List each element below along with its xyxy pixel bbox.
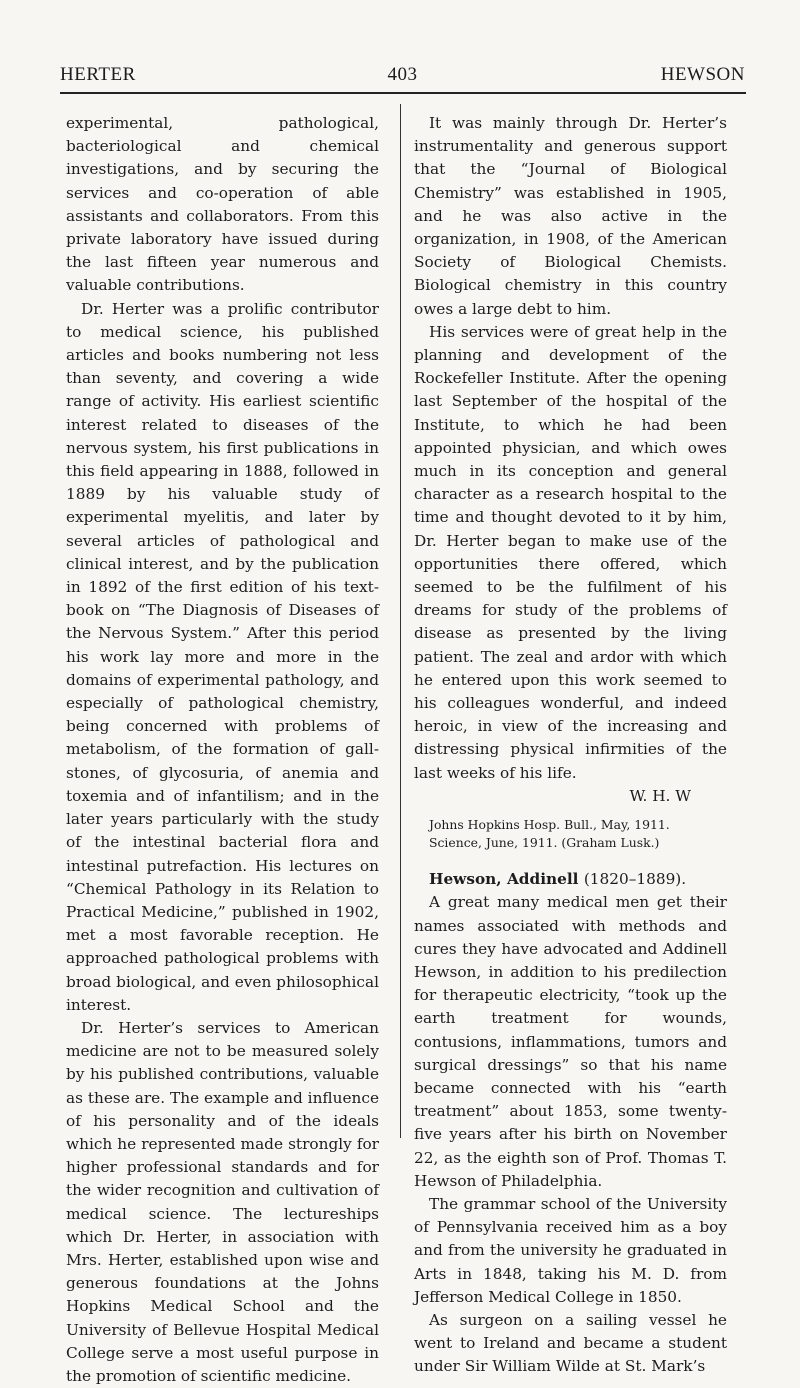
paragraph: It was mainly through Dr. Herter’s instrumentality and generous support that the “Journal of Biological Chemistry” was established in 1905, and he was also active in the organization, in 1908, of the American Society of Biological Chemists. Biological chemistry in this country owes a large debt to him. <box>414 114 727 318</box>
reference: Science, June, 1911. (Graham Lusk.) <box>429 835 660 851</box>
header-rule <box>60 92 746 94</box>
reference: Johns Hopkins Hosp. Bull., May, 1911. <box>429 817 670 833</box>
running-head-left: HERTER <box>60 64 136 85</box>
running-head-right: HEWSON <box>660 64 745 85</box>
paragraph: The grammar school of the University of Pennsylvania received him as a boy and from the university he graduated in Arts in 1848, taking his M. D. from Jefferson Medical College in 1850. <box>414 1194 727 1306</box>
running-header <box>60 64 745 92</box>
paragraph: Dr. Herter was a prolific contributor to medical science, his published articles and books numbering not less than seventy, and covering a wide range of activity. His earliest scientific interest related to diseases of the nervous system, his first publications in this field appearing in 1888, followed in 1889 by his valuable study of experimental myelitis, and later by several articles of pathological and clinical interest, and by the publication in 1892 of the first edition of his text-book on “The Diagnosis of Diseases of the Nervous System.” After this period his work lay more and more in the domains of experimental pathology, and especially of pathological chemistry, being concerned with problems of metabolism, of the formation of gall-stones, of glycosuria, of anemia and toxemia and of infantilism; and in the later years particularly with the study of the intestinal bacterial flora and intestinal putrefaction. His lectures on “Chemical Pathology in its Relation to Practical Medicine,” published in 1902, met a most favorable reception. He approached pathological problems with broad biological, and even philosophical interest. <box>66 299 379 1014</box>
entry-heading <box>414 868 727 891</box>
paragraph: As surgeon on a sailing vessel he went to Ireland and became a student under Sir William Wilde at St. Mark’s <box>414 1310 727 1376</box>
left-column <box>66 112 379 1388</box>
page-number: 403 <box>387 64 418 85</box>
right-column <box>414 112 727 1379</box>
author-signature: W. H. W <box>629 786 691 805</box>
references <box>414 816 727 852</box>
paragraph: A great many medical men get their names associated with methods and cures they have advocated and Addinell Hewson, in addition to his predilection for therapeutic electricity, “took up the earth treatment for wounds, contusions, inflammations, tumors and surgical dressings” so that his name became connected with his “earth treatment” about 1853, some twenty-five years after his birth on November 22, as the eighth son of Prof. Thomas T. Hewson of Philadelphia. <box>414 893 727 1190</box>
paragraph: His services were of great help in the planning and development of the Rockefeller Institute. After the opening last September of the hospital of the Institute, to which he had been appointed physician, and which owes much in its conception and general character as a research hospital to the time and thought devoted to it by him, Dr. Herter began to make use of the opportunities there offered, which seemed to be the fulfilment of his dreams for study of the problems of disease as presented by the living patient. The zeal and ardor with which he entered upon this work seemed to his colleagues wonderful, and indeed heroic, in view of the increasing and distressing physical infirmities of the last weeks of his life. <box>414 322 727 782</box>
paragraph: experimental, pathological, bacteriological and chemical investigations, and by securing the services and co-operation of able assistants and collaborators. From this private laboratory have issued during the last fifteen year numerous and valuable contributions. <box>66 114 379 295</box>
entry-name: Hewson, Addinell <box>429 870 579 889</box>
entry-dates: (1820–1889). <box>583 870 687 889</box>
paragraph: Dr. Herter’s services to American medicine are not to be measured solely by his published contributions, valuable as these are. The example and influence of his personality and of the ideals which he represented made strongly for higher professional standards and for the wider recognition and cultivation of medical science. The lectureships which Dr. Herter, in association with Mrs. Herter, established upon wise and generous foundations at the Johns Hopkins Medical School and the University of Bellevue Hospital Medical College serve a most useful purpose in the promotion of scientific medicine. <box>66 1018 379 1385</box>
column-divider <box>400 104 401 1138</box>
